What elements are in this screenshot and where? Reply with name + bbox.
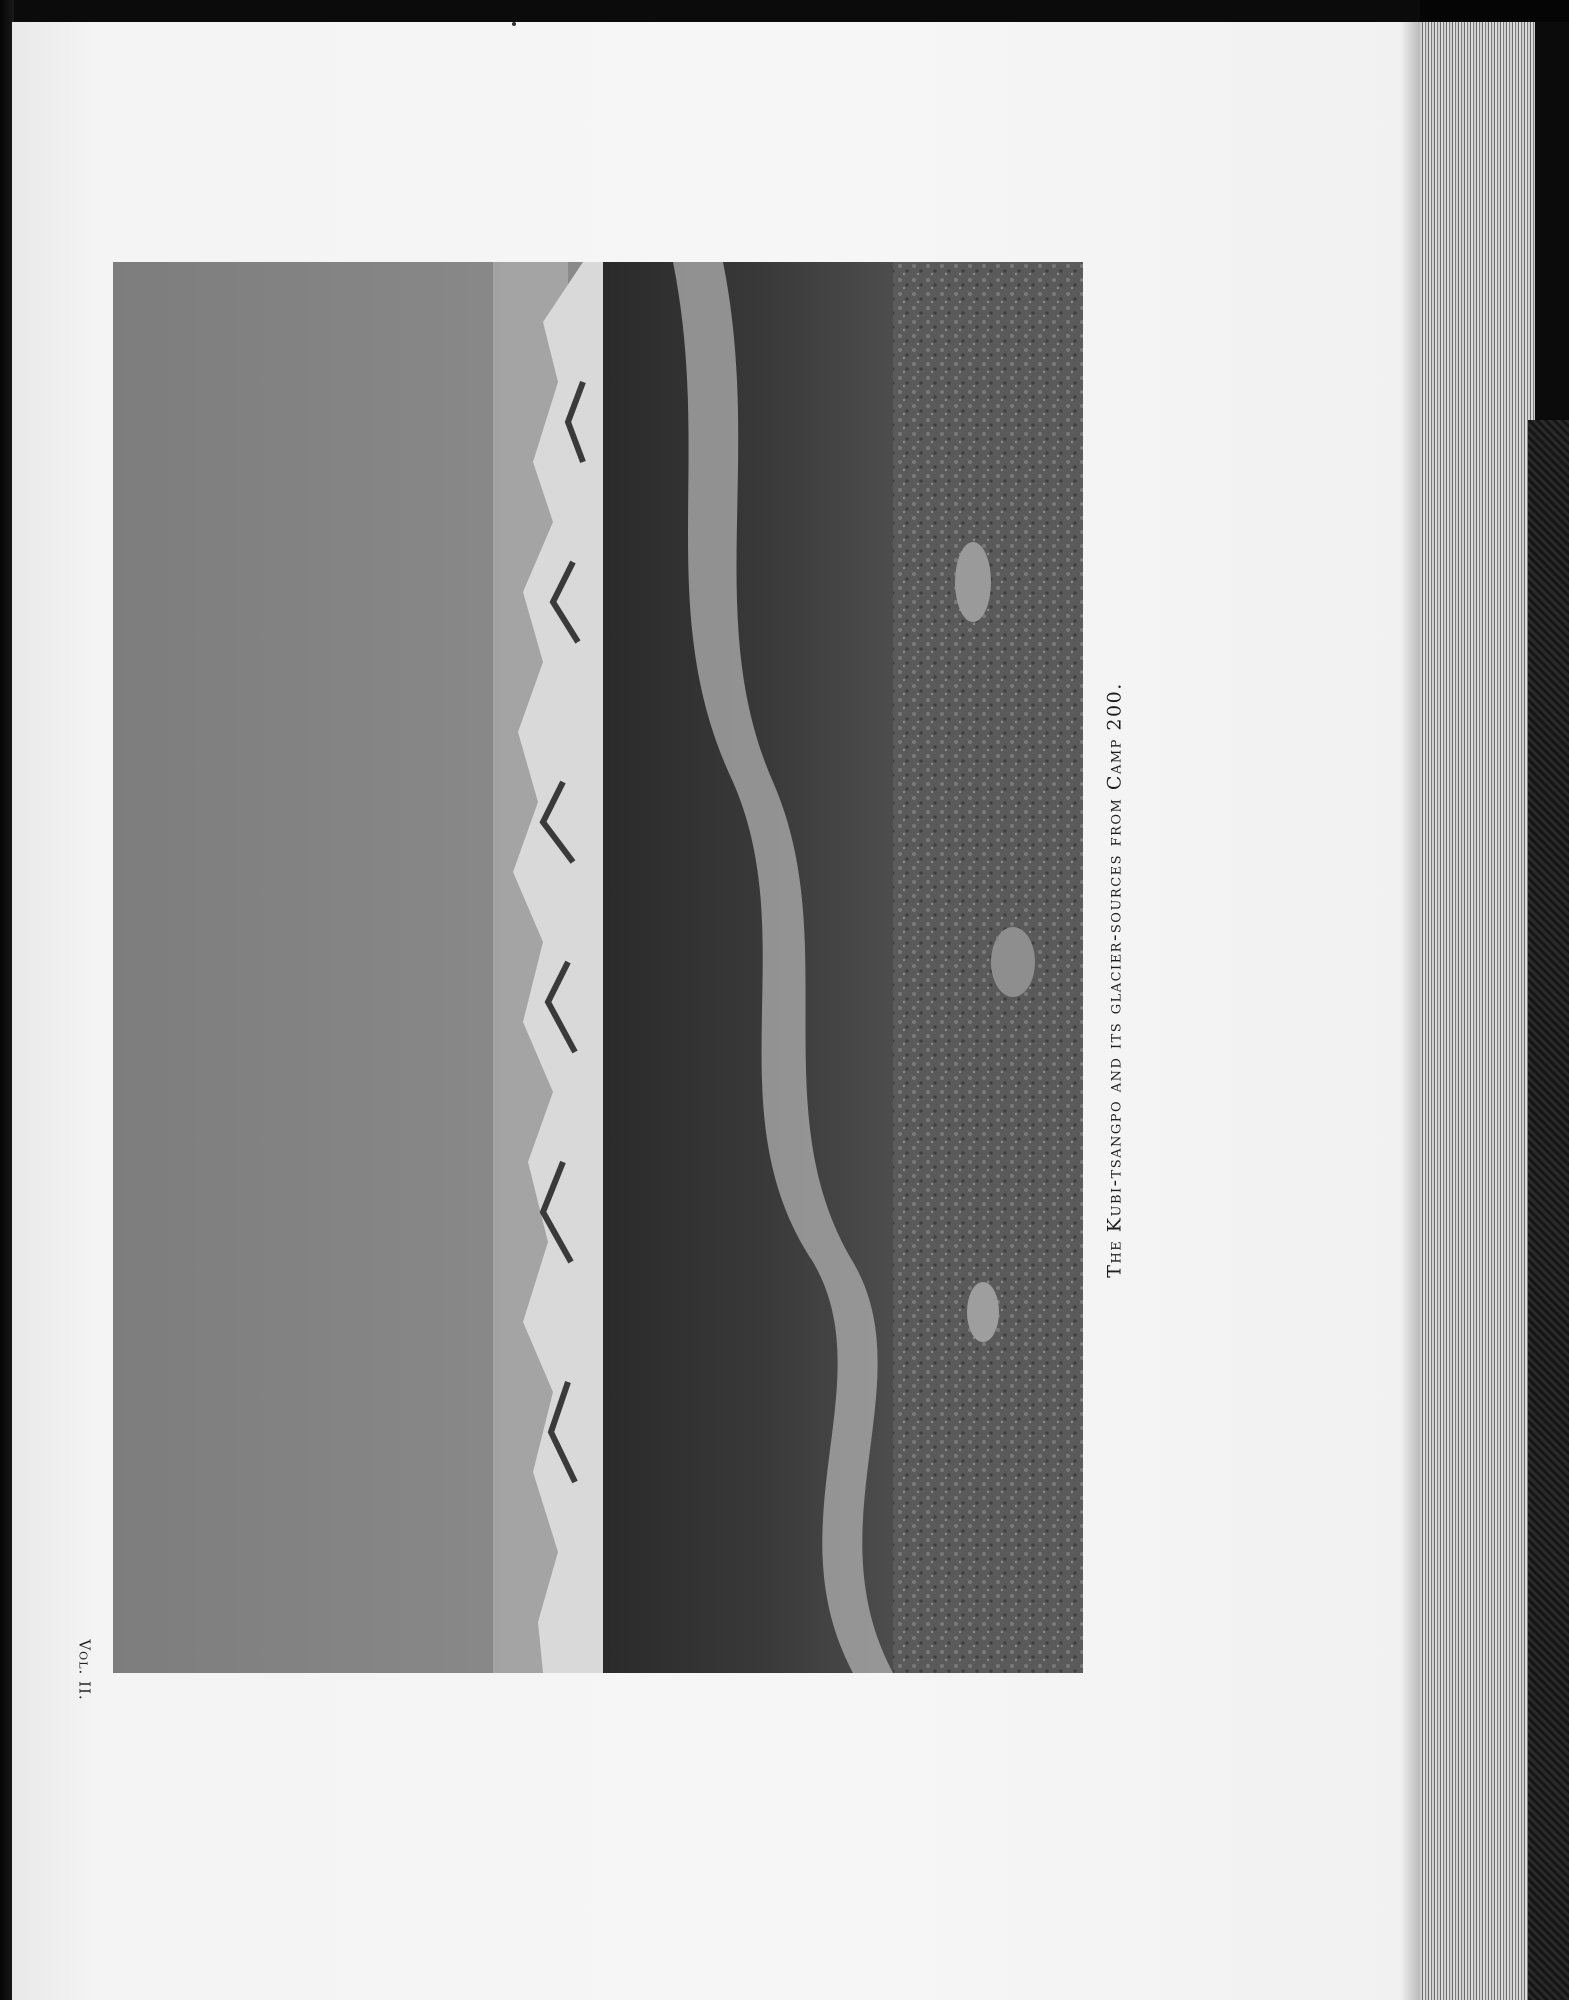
page-edges-stack	[1420, 22, 1535, 2000]
cloth-cover-edge	[1528, 420, 1569, 2000]
landscape-photograph	[113, 262, 1083, 1673]
spine-top	[1420, 0, 1569, 22]
boulder	[955, 542, 991, 622]
boulder	[967, 1282, 999, 1342]
photo-plate	[113, 262, 1083, 1673]
foreground-gravel	[893, 262, 1083, 1673]
running-head-text: Vol. II.	[76, 1639, 94, 1701]
boulder	[991, 927, 1035, 997]
plate-caption-text: The Kubi-tsangpo and its glacier-sources from Camp 200.	[1104, 682, 1126, 1278]
plate-caption	[1095, 620, 1135, 1340]
running-head	[70, 1640, 100, 1700]
gutter-shadow	[1400, 22, 1422, 2000]
print-speck	[512, 22, 516, 26]
